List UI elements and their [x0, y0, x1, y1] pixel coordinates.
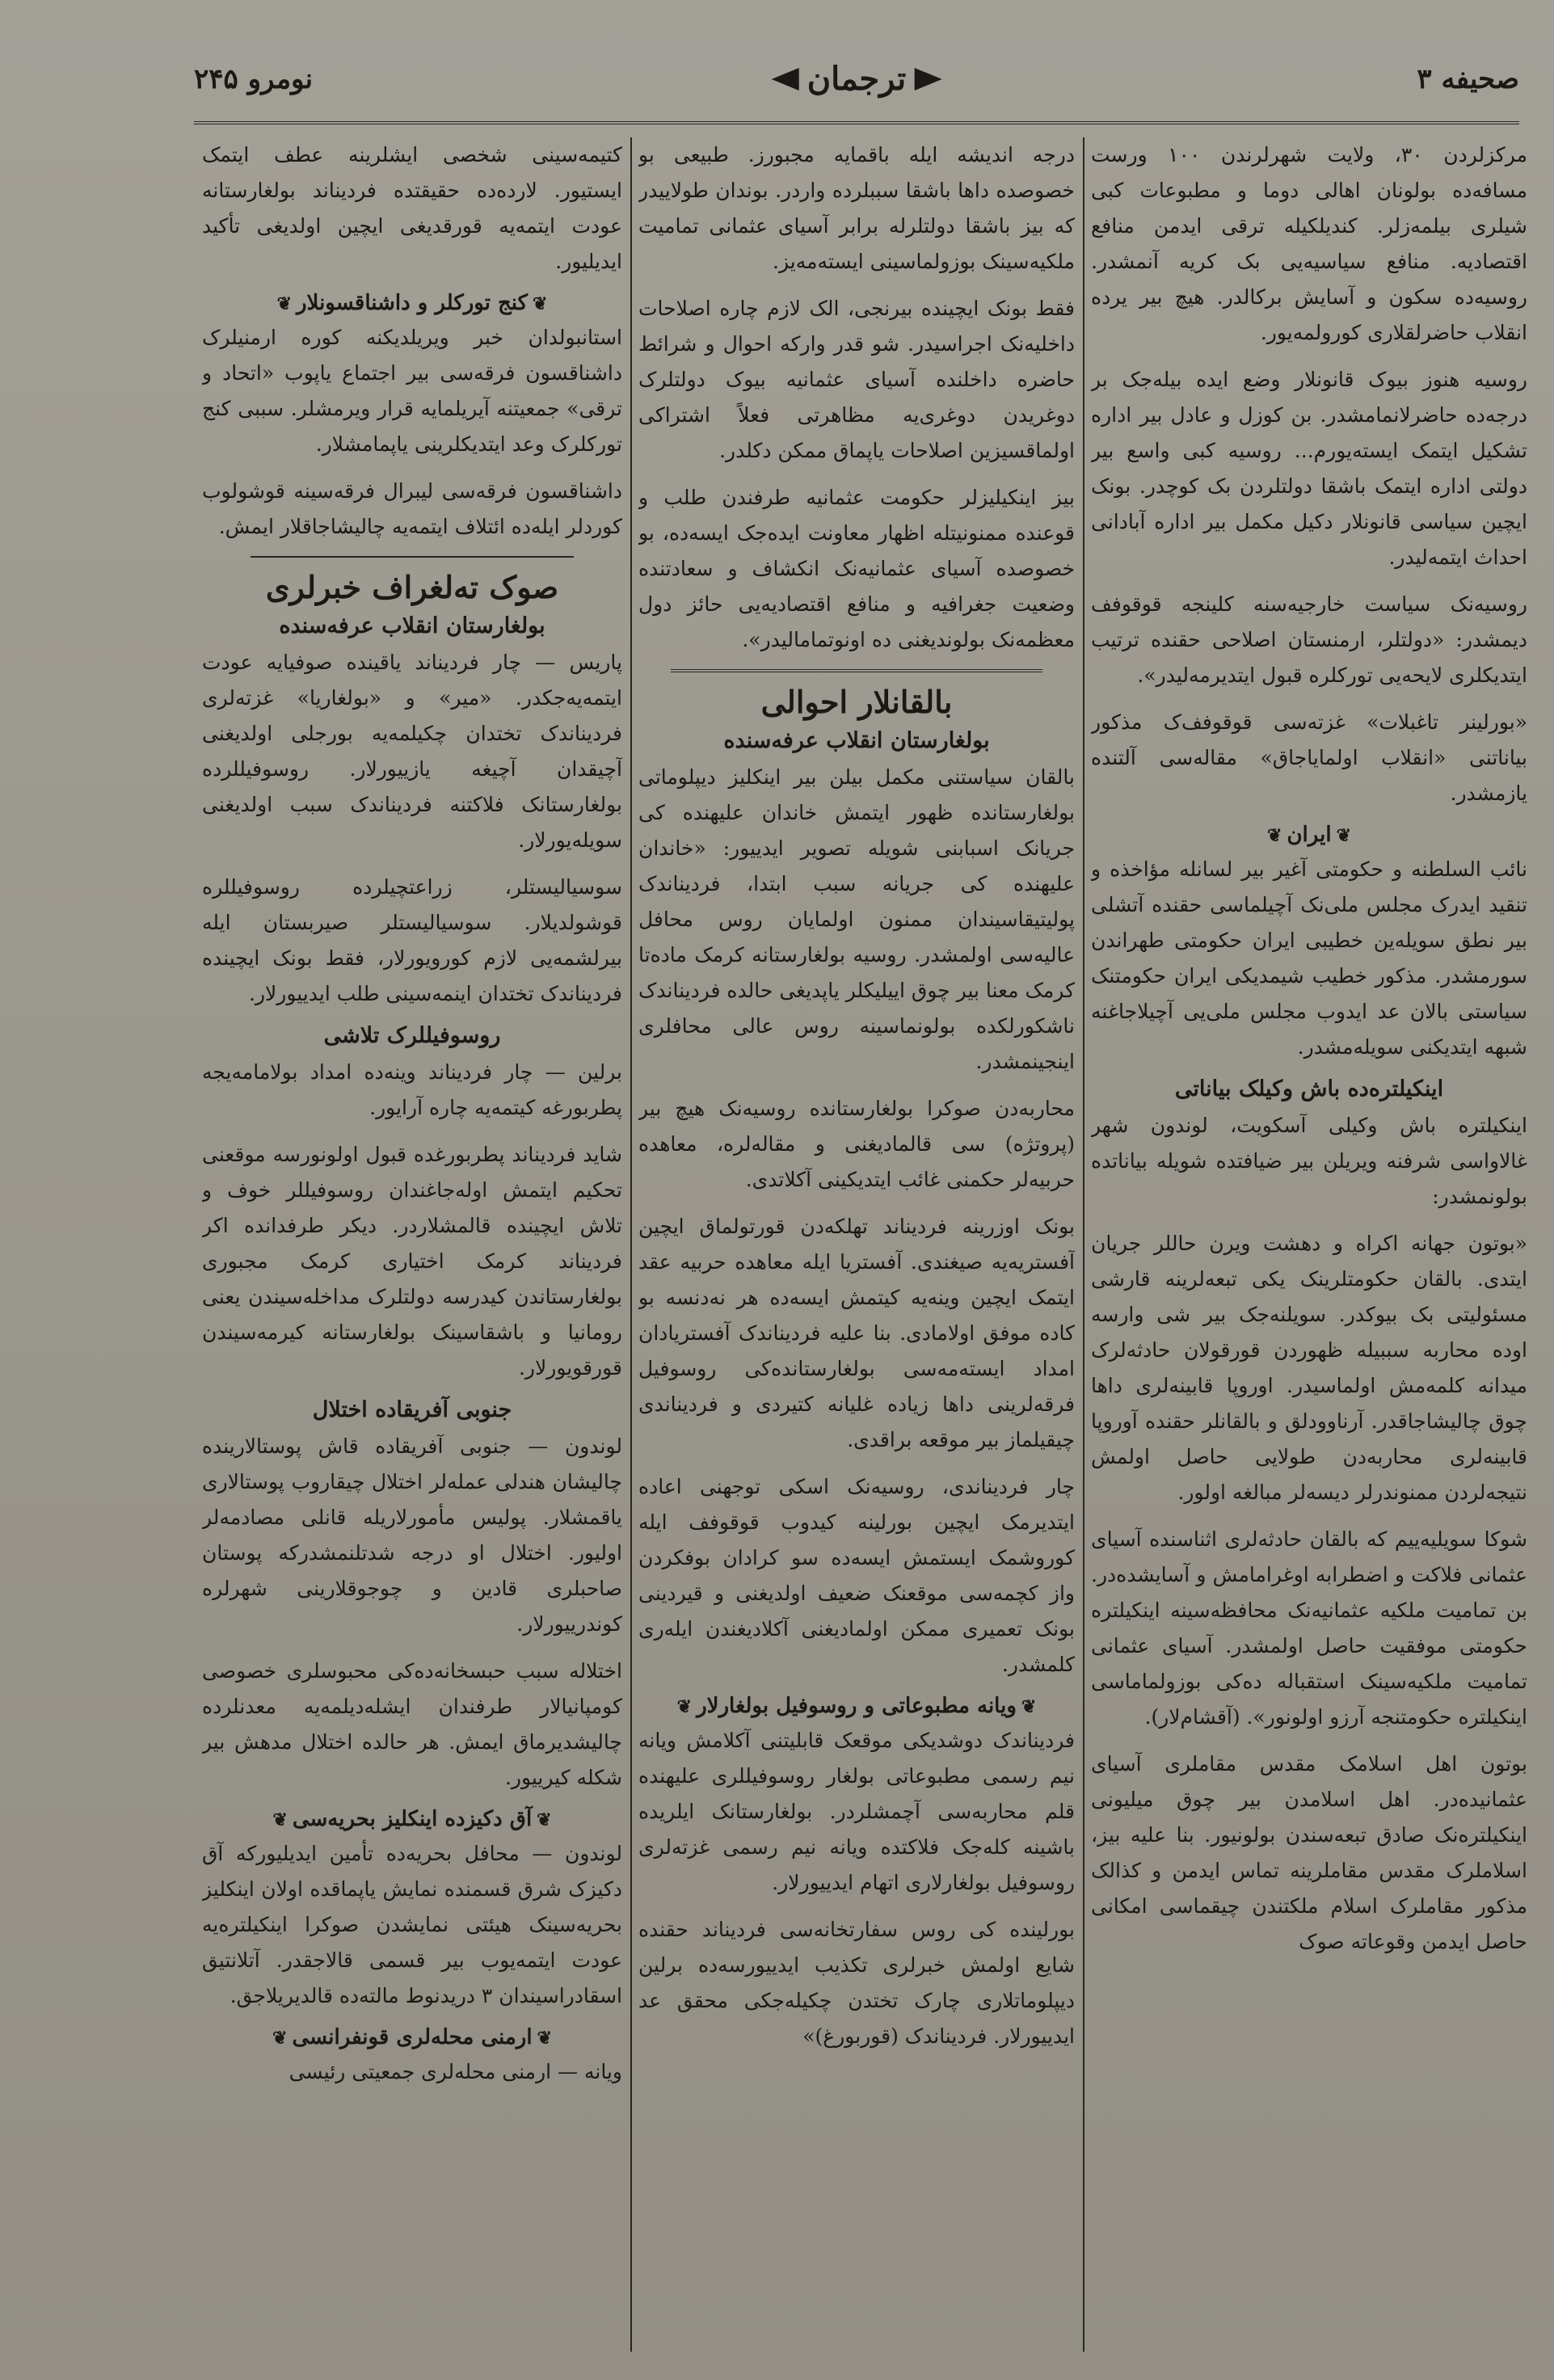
column-left: [202, 137, 622, 2352]
subheading-bulgaria: بولغارستان انقلاب عرفه‌سنده: [723, 728, 990, 753]
ornament-icon: ❦: [676, 1696, 693, 1717]
section-heading-vienna: [638, 1694, 1075, 1718]
section-heading-telegraph: صوک تەلغراف خبرلری: [265, 569, 559, 605]
masthead: [772, 60, 942, 98]
paragraph: شاید فردیناند پطربورغده قبول اولونورسه موقعنی تحکیم ایتمش اوله‌جاغندان روسوفیللر خوف و تلاش ایچینده قالمشلاردر. دیکر طرفدانده اکر فردیناند کرمک اختیاری کرمک مجبوری بولغارستاندن کیدرسه دولتلرک مداخله‌سیندن یعنی رومانیا و باشقاسینک بولغارستانه کیرمه‌سیندن قورقویورلار.: [202, 1143, 622, 1380]
paragraph: پاریس — چار فردیناند یاقینده صوفیایه عودت ایتمه‌یه‌جکدر. «میر» و «بولغاریا» غزته‌لری فردیناندک تختدان چکیلمه‌یه بورجلی اولدیغنی آچیقدان آچیغه یازییورلار. روسوفیللرده بولغارستانک فلاکتنه فردیناندک سبب اولدیغنی سویله‌یورلار.: [202, 651, 622, 852]
subheading-bulgaria: بولغارستان انقلاب عرفه‌سنده: [279, 613, 545, 638]
paragraph: روسیه‌نک سیاست خارجیه‌سنه کلینجه قوقوفف دیمشدر: «دولتلر، ارمنستان اصلاحی حقنده ترتیب ایتدیکلری لایحه‌یی تورکلره قبول ایتدیرمه‌لیدر».: [1091, 592, 1527, 687]
column-right: [1091, 137, 1527, 2352]
paragraph: شوکا سویلیه‌ییم که بالقان حادثه‌لری اثناسنده آسیای عثمانی فلاکت و اضطرابه اوغرامامش و آسایشده‌در. بن تمامیت ملکیه عثمانیه‌نک محافظه‌سینه اینکیلتره حکومتی موفقیت حاصل اولمشدر. آسیای عثمانی تمامیت ملکیه‌سینک استقباله ده‌کی بوزولماماسی اینکیلتره حکومتنجه آرزو اولونور». (آقشام‌لار).: [1091, 1527, 1527, 1729]
ornament-icon: ❦: [272, 2028, 288, 2049]
paragraph: مرکزلردن ۳۰، ولایت شهرلرندن ۱۰۰ ورست مسافه‌ده بولونان اهالی دوما و مطبوعات کبی شیلری بیلمه‌زلر. کندیلکیله ترقی ایدمن منافع اقتصادیه. منافع سیاسیه‌یی بک کریه آنمشدر. روسیه‌ده سکون و آسایش برکالدر. هیچ بیر یرده انقلاب حاضرلقلاری کورولمه‌یور.: [1091, 143, 1527, 344]
heading-text: آق دکیزده اینکلیز بحریه‌سی: [292, 1807, 533, 1831]
heading-text: ویانه مطبوعاتی و روسوفیل بولغارلار: [697, 1694, 1017, 1718]
ornament-icon: ❦: [276, 293, 292, 314]
right-arrow-ornament-icon: [914, 68, 941, 91]
paragraph: فقط بونک ایچینده بیرنجی، الک لازم چاره اصلاحات داخلیه‌نک اجراسیدر. شو قدر وارکه احوال و شرائط حاضره داخلنده آسیای عثمانیه بیوک دولتلرک دوغریدن دوغری‌یه مظاهرتی فعلاً اشتراکی اولماقسیزین اصلاحات یاپماق ممکن دکلدر.: [638, 297, 1075, 462]
ornament-icon: ❦: [533, 293, 548, 314]
column-middle: [638, 137, 1075, 2352]
paragraph: درجه اندیشه ایله باقمایه مجبورز. طبیعی بو خصوصده داها باشقا سببلرده واردر. بوندان طولاییدر که بیز باشقا دولتلرله برابر آسیای عثمانی تمامیت ملکیه‌سینک بوزولماسینی ایسته‌مه‌یز.: [638, 143, 1075, 273]
paragraph: بونک اوزرینه فردیناند تهلکه‌دن قورتولماق ایچین آفستریه‌یه صیغندی. آفستریا ایله معاهده حربیه عقد ایتمک ایچین وینه‌یه کیتمش ایسه‌ده هر نه‌دنسه بو کاده موفق اولامادی. بنا علیه فردیناندک آفستریادان امداد ایسته‌مه‌سی بولغارستانده‌کی روسوفیل فرقه‌لرینی داها زیاده غلیانه کتیردی و فردیناندی چیقیلماز بیر موقعه براقدی.: [638, 1215, 1075, 1451]
subheading-russophiles: روسوفیللرک تلاشی: [323, 1023, 501, 1048]
paragraph: بالقان سیاستنی مکمل بیلن بیر اینکلیز دیپلوماتی بولغارستانده ظهور ایتمش خاندان علیهنده کی جریانک اسبابنی شویله تصویر ایدییور: «خاندان علیهنده کی جریانه سبب ابتدا، فردیناندک پولیتیقاسیندان ممنون اولمایان روس محافل عالیه‌سی اولمشدر. روسیه بولغارستانه کرمک ماده‌تا کرمک معنا بیر چوق اییلیکلر یاپدیغی حالده فردیناندک ناشکورلکده بولونماسینه روس عالی محافلری اینجینمشدر.: [638, 765, 1075, 1073]
section-heading-navy: [202, 1807, 622, 1831]
divider: [671, 669, 1042, 672]
ornament-icon: ❦: [1267, 825, 1282, 846]
column-rule: [630, 137, 632, 2352]
paragraph: بورلینده کی روس سفارتخانه‌سی فردیناند حقنده شایع اولمش خبرلری تکذیب ایدییورسه‌ده برلین دیپلوماتلاری چارک تختدن چکیله‌جکی محقق عد ایدییورلار. فردیناندک (قوربورغ)»: [638, 1918, 1075, 2048]
section-heading-iran: [1091, 823, 1527, 847]
heading-text: ایران: [1287, 823, 1332, 847]
heading-text: کنج تورکلر و داشناقسونلار: [297, 291, 528, 315]
left-arrow-ornament-icon: [772, 68, 799, 91]
paragraph: لوندون — جنوبی آفریقاده قاش پوستالارینده چالیشان هندلی عمله‌لر اختلال چیقاروب پوستالاری یاقمشلار. پولیس مأمورلاریله قانلی مصادمه‌لر اولیور. اختلال او درجه شدتلنمشدرکه پوستان صاحبلری قادین و چوجوقلارینی شهرلره کوندرییورلار.: [202, 1434, 622, 1636]
paragraph: نائب السلطنه و حکومتی آغیر بیر لسانله مؤاخذه و تنقید ایدرک مجلس ملی‌نک آچیلماسی حقنده آتشلی بیر نطق سویله‌ین خطیبی ایران حکومتی طهراندن سورمشدر. مذکور خطیب شیمدیکی ایران حکومتنک سیاستی بالان عد ایدوب مجلس ملی‌یی آچیلاجاغنه شبهه ایتدیکنی سویله‌مشدر.: [1091, 857, 1527, 1059]
paragraph: محاربه‌دن صوکرا بولغارستانده روسیه‌نک هیچ بیر (پروتژه) سی قالمادیغنی و مقاله‌لره، معاهده حربیه‌لر حکمنی غائب ایتدیکینی آکلاتدی.: [638, 1097, 1075, 1191]
section-heading-balkans: بالقانلار احوالی: [760, 684, 953, 720]
paragraph: اختلاله سبب حبسخانه‌ده‌کی محبوسلری خصوصی کومپانیالار طرفندان ایشله‌دیلمه‌یه معدنلرده چالیشدیرماق ایمش. هر حالده اختلال مدهش بیر شکله کیرییور.: [202, 1659, 622, 1789]
subheading-africa: جنوبی آفریقاده اختلال: [312, 1397, 512, 1422]
paragraph: ویانه — ارمنی محله‌لری جمعیتی رئیسی: [288, 2060, 622, 2083]
paragraph: «بورلینر تاغبلات» غزته‌سی قوقوفف‌ک مذکور بیاناتنی «انقلاب اولمایاجاق» مقاله‌سی آلتنده یازمشدر.: [1091, 710, 1527, 805]
heading-text: ارمنی محله‌لری قونفرانسی: [292, 2025, 533, 2049]
section-heading-england: اینکیلتره‌ده باش وکیلک بیاناتی: [1174, 1076, 1444, 1102]
section-heading-armenian-conference: [202, 2025, 622, 2049]
paragraph: سوسیالیستلر، زراعتچیلرده روسوفیللره قوشولدیلار. سوسیالیستلر صیربستان ایله بیرلشمه‌یی لازم کورویورلار، فقط بونک ایچینده فردیناندک تختدان اینمه‌سینی طلب ایدییورلار.: [202, 875, 622, 1005]
page-number-label: صحیفه ۳: [1417, 63, 1519, 95]
paragraph: کتیمه‌سینی شخصی ایشلرینه عطف ایتمک ایستیور. لارده‌ده حقیقتده فردیناند بولغارستانه عودت ایتمه‌یه قورقدیغی ایچین اولدیغی تأکید ایدیلیور.: [202, 143, 622, 273]
page-header: [194, 48, 1519, 124]
column-rule: [1083, 137, 1084, 2352]
ornament-icon: ❦: [1336, 825, 1351, 846]
divider: [251, 556, 574, 558]
ornament-icon: ❦: [1021, 1696, 1037, 1717]
paragraph: بوتون اهل اسلامک مقدس مقاملری آسیای عثمانیده‌در. اهل اسلامدن بیر چوق میلیونی اینکیلتره‌نک صادق تبعه‌سندن بولونیور. بنا علیه بیز، اسلاملرک مقدس مقاملرینه تماس ایدمن و کذالک مذکور مقاملرک اسلام ملکتندن چیقماسی امکانی حاصل ایدمن وقوعاته صوک: [1091, 1752, 1527, 1953]
section-heading-young-turks: [202, 291, 622, 315]
ornament-icon: ❦: [537, 2028, 552, 2049]
paragraph: چار فردیناندی، روسیه‌نک اسکی توجهنی اعاده ایتدیرمک ایچین بورلینه کیدوب قوقوفف ایله کوروشمک ایستمش ایسه‌ده سو کرادان بوفکردن واز کچمه‌سی موقعنک ضعیف اولدیغنی و قیردینی بونک تعمیری ممکن اولمادیغنی آکلادیغندن ایله‌ری کلمشدر.: [638, 1475, 1075, 1676]
paragraph: اینکیلتره باش وکیلی آسکویت، لوندون شهر غالاواسی شرفنه ویریلن بیر ضیافتده شویله بیاناتده بولونمشدر:: [1091, 1114, 1527, 1208]
issue-number-label: نومرو ۲۴۵: [194, 63, 314, 95]
paragraph: داشناقسون فرقه‌سی لیبرال فرقه‌سینه قوشولوب کوردلر ایله‌ده ائتلاف ایتمه‌یه چالیشاجاقلار ایمش.: [202, 479, 622, 538]
ornament-icon: ❦: [272, 1809, 288, 1830]
paragraph: فردیناندک دوشدیکی موقعک قابلیتنی آکلامش ویانه نیم رسمی مطبوعاتی بولغار روسوفیللری علیهنده قلم محاربه‌سی آچمشلردر. بولغارستانک ایلریده باشینه کله‌جک فلاکتده ویانه نیم رسمی غزته‌لری روسوفیل بولغارلاری اتهام ایدییورلار.: [638, 1729, 1075, 1894]
paragraph: لوندون — محافل بحریه‌ده تأمین ایدیلیورکه آق دکیزک شرق قسمنده نمایش یاپماقده اولان اینکلیز بحریه‌سینک هیئتی نمایشدن صوکرا اینکیلتره‌یه عودت ایتمه‌یوب بیر قسمی قالاجقدر. آتلانتیق اسقادراسیندان ۳ دریدنوط مالته‌ده قالدیریلاجق.: [202, 1842, 622, 2007]
paragraph: استانبولدان خبر ویریلدیکنه کوره ارمنیلرک داشناقسون فرقه‌سی بیر اجتماع یاپوب «اتحاد و ترقی» جمعیتنه آیریلمایه قرار ویرمشلر. سببی کنج تورکلرک وعد ایتدیکلرینی یاپمامشلار.: [202, 326, 622, 456]
newspaper-title: ترجمان: [806, 60, 907, 98]
paragraph: برلین — چار فردیناند وینه‌ده امداد بولامامه‌یجه پطربورغه کیتمه‌یه چاره آرایور.: [202, 1060, 622, 1119]
ornament-icon: ❦: [537, 1809, 552, 1830]
paragraph: روسیه هنوز بیوک قانونلار وضع ایده بیله‌جک بر درجه‌ده حاضرلانمامشدر. بن کوزل و عادل بیر اداره تشکیل ایتمک ایسته‌یورم... روسیه کبی واسع بیر دولتی اداره ایتمک باشقا دولتلردن بک کوچدر. بونک ایچین سیاسی قانونلار دکیل مکمل بیر اداره آبادانی احداث ایتمه‌لیدر.: [1091, 368, 1527, 569]
paragraph: بیز اینکیلیزلر حکومت عثمانیه طرفندن طلب و قوعنده ممنونیتله اظهار معاونت ایده‌جک ایسه‌ده، بو خصوصده آسیای عثمانیه‌نک انکشاف و سعادتنده وضعیت جغرافیه و منافع اقتصادیه‌یی حائز دول معظمه‌نک بولوندیغنی ده اونوتمامالیدر».: [638, 486, 1075, 651]
paragraph: «بوتون جهانه اکراه و دهشت ویرن حاللر جریان ایتدی. بالقان حکومتلرینک یکی تبعه‌لرینه قارشی مسئولیتی بک بیوکدر. سویلنه‌جک بیر شی وارسه اوده محاربه سببیله ظهوردن قورقولان حادثه‌لرک میدانه کلمه‌مش اولماسیدر. اوروپا قابینه‌لری داها چوق چالیشاجاقدر. آرناوودلق و بالقانلر حقنده آوروپا قابینه‌لری محاربه‌دن طولایی حاصل اولمش نتیجه‌لردن ممنوندرلر دیسه‌لر مبالغه اولور.: [1091, 1232, 1527, 1504]
